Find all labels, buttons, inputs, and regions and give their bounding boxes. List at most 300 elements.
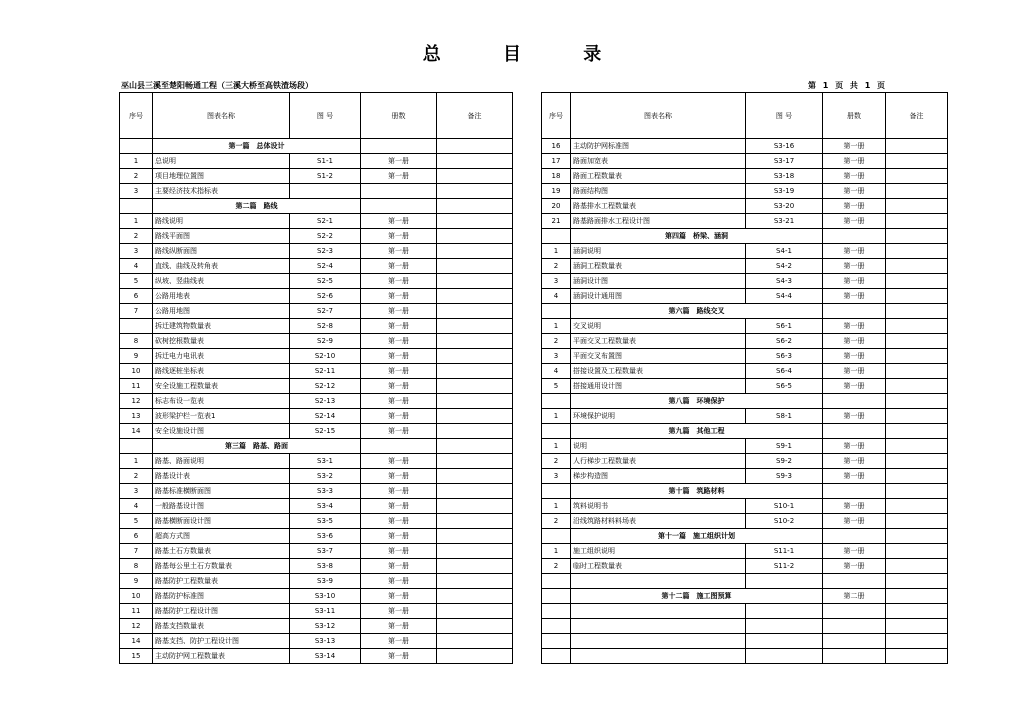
header-no: 序号 bbox=[120, 93, 153, 139]
row-no bbox=[542, 634, 571, 649]
row-no: 2 bbox=[542, 559, 571, 574]
row-code: S3-20 bbox=[746, 199, 823, 214]
row-vol bbox=[361, 439, 437, 454]
row-vol bbox=[823, 394, 886, 409]
row-code: S3-14 bbox=[290, 649, 361, 664]
row-name: 主动防护网标准图 bbox=[571, 139, 746, 154]
row-note bbox=[437, 214, 513, 229]
row-name: 梯步构造图 bbox=[571, 469, 746, 484]
row-vol: 第一册 bbox=[823, 364, 886, 379]
row-name: 路基土石方数量表 bbox=[153, 544, 290, 559]
row-no: 9 bbox=[120, 574, 153, 589]
row-note bbox=[437, 649, 513, 664]
row-name: 施工组织说明 bbox=[571, 544, 746, 559]
row-no: 3 bbox=[542, 274, 571, 289]
row-name: 路线说明 bbox=[153, 214, 290, 229]
row-no: 19 bbox=[542, 184, 571, 199]
table-row bbox=[120, 319, 513, 334]
table-row bbox=[542, 439, 948, 454]
table-row bbox=[120, 154, 513, 169]
row-code bbox=[746, 619, 823, 634]
row-code: S2-5 bbox=[290, 274, 361, 289]
row-name: 搭接设置及工程数量表 bbox=[571, 364, 746, 379]
row-note bbox=[886, 439, 948, 454]
table-row bbox=[542, 214, 948, 229]
row-no bbox=[120, 199, 153, 214]
row-vol: 第一册 bbox=[361, 244, 437, 259]
row-name: 公路用地图 bbox=[153, 304, 290, 319]
row-no: 11 bbox=[120, 379, 153, 394]
row-vol: 第一册 bbox=[823, 274, 886, 289]
row-vol: 第一册 bbox=[361, 229, 437, 244]
row-note bbox=[437, 514, 513, 529]
row-note bbox=[886, 454, 948, 469]
row-no: 5 bbox=[542, 379, 571, 394]
row-vol: 第一册 bbox=[823, 214, 886, 229]
row-code: S2-13 bbox=[290, 394, 361, 409]
row-name: 路面工程数量表 bbox=[571, 169, 746, 184]
table-row bbox=[542, 154, 948, 169]
section-title: 第十一篇 施工组织计划 bbox=[571, 529, 823, 544]
row-no: 11 bbox=[120, 604, 153, 619]
row-note bbox=[886, 139, 948, 154]
row-note bbox=[437, 199, 513, 214]
row-vol bbox=[823, 619, 886, 634]
row-name: 路基排水工程数量表 bbox=[571, 199, 746, 214]
row-note bbox=[886, 469, 948, 484]
row-code: S4-3 bbox=[746, 274, 823, 289]
title-char: 录 bbox=[583, 44, 602, 65]
row-name: 涵洞设计通用图 bbox=[571, 289, 746, 304]
row-code: S3-8 bbox=[290, 559, 361, 574]
table-row bbox=[542, 544, 948, 559]
row-name: 路基防护标准图 bbox=[153, 589, 290, 604]
section-row bbox=[120, 139, 513, 154]
row-note bbox=[437, 409, 513, 424]
table-row bbox=[120, 574, 513, 589]
row-vol: 第一册 bbox=[823, 289, 886, 304]
row-code: S3-21 bbox=[746, 214, 823, 229]
row-vol: 第一册 bbox=[361, 379, 437, 394]
table-row bbox=[120, 304, 513, 319]
table-row bbox=[542, 574, 948, 589]
row-no: 4 bbox=[120, 259, 153, 274]
row-vol: 第一册 bbox=[361, 334, 437, 349]
row-name: 路基设计表 bbox=[153, 469, 290, 484]
row-no: 21 bbox=[542, 214, 571, 229]
row-note bbox=[886, 379, 948, 394]
row-note bbox=[437, 379, 513, 394]
table-row bbox=[542, 649, 948, 664]
table-row bbox=[542, 289, 948, 304]
row-note bbox=[886, 274, 948, 289]
table-row bbox=[120, 184, 513, 199]
row-no: 5 bbox=[120, 274, 153, 289]
row-no: 16 bbox=[542, 139, 571, 154]
table-row bbox=[542, 334, 948, 349]
row-note bbox=[437, 424, 513, 439]
table-row bbox=[542, 409, 948, 424]
table-row bbox=[542, 199, 948, 214]
row-note bbox=[886, 334, 948, 349]
row-no: 2 bbox=[542, 514, 571, 529]
row-note bbox=[437, 139, 513, 154]
row-no bbox=[542, 574, 571, 589]
row-note bbox=[886, 544, 948, 559]
row-note bbox=[437, 364, 513, 379]
row-no: 2 bbox=[120, 169, 153, 184]
row-note bbox=[886, 364, 948, 379]
row-no: 1 bbox=[120, 214, 153, 229]
row-code: S2-3 bbox=[290, 244, 361, 259]
row-code: S3-2 bbox=[290, 469, 361, 484]
row-vol: 第一册 bbox=[361, 649, 437, 664]
header-note: 备注 bbox=[437, 93, 513, 139]
row-vol: 第一册 bbox=[361, 409, 437, 424]
row-no bbox=[542, 619, 571, 634]
row-code: S2-11 bbox=[290, 364, 361, 379]
row-vol: 第一册 bbox=[361, 589, 437, 604]
row-note bbox=[437, 274, 513, 289]
row-no: 3 bbox=[120, 244, 153, 259]
section-title: 第十二篇 施工图预算 bbox=[571, 589, 823, 604]
row-note bbox=[437, 349, 513, 364]
row-vol: 第一册 bbox=[823, 439, 886, 454]
row-no: 1 bbox=[542, 544, 571, 559]
row-vol: 第一册 bbox=[361, 484, 437, 499]
row-no bbox=[120, 439, 153, 454]
row-no: 10 bbox=[120, 589, 153, 604]
row-no: 7 bbox=[120, 304, 153, 319]
table-row bbox=[120, 619, 513, 634]
row-name: 涵洞说明 bbox=[571, 244, 746, 259]
table-row bbox=[542, 319, 948, 334]
table-row bbox=[120, 514, 513, 529]
row-no: 6 bbox=[120, 289, 153, 304]
row-name: 砍树挖根数量表 bbox=[153, 334, 290, 349]
table-row bbox=[542, 619, 948, 634]
table-row bbox=[120, 394, 513, 409]
row-no: 5 bbox=[120, 514, 153, 529]
table-row bbox=[542, 379, 948, 394]
table-row bbox=[542, 559, 948, 574]
row-vol bbox=[361, 139, 437, 154]
row-note bbox=[437, 559, 513, 574]
row-note bbox=[886, 589, 948, 604]
row-vol: 第一册 bbox=[823, 334, 886, 349]
row-vol: 第一册 bbox=[823, 499, 886, 514]
section-title: 第一篇 总体设计 bbox=[153, 139, 361, 154]
row-no: 18 bbox=[542, 169, 571, 184]
row-no bbox=[120, 139, 153, 154]
row-no bbox=[542, 304, 571, 319]
row-name bbox=[571, 619, 746, 634]
row-name: 路基支挡、防护工程设计图 bbox=[153, 634, 290, 649]
row-code bbox=[746, 634, 823, 649]
directory-table-right bbox=[541, 92, 948, 664]
row-code: S2-15 bbox=[290, 424, 361, 439]
row-code: S6-4 bbox=[746, 364, 823, 379]
row-code: S11-2 bbox=[746, 559, 823, 574]
row-note bbox=[437, 484, 513, 499]
row-name: 拆迁建筑物数量表 bbox=[153, 319, 290, 334]
table-row bbox=[542, 364, 948, 379]
row-name: 路基防护工程数量表 bbox=[153, 574, 290, 589]
title-char: 目 bbox=[503, 44, 521, 65]
row-name: 纵坡、竖曲线表 bbox=[153, 274, 290, 289]
row-code: S11-1 bbox=[746, 544, 823, 559]
row-no: 20 bbox=[542, 199, 571, 214]
section-title: 第六篇 路线交叉 bbox=[571, 304, 823, 319]
row-vol: 第一册 bbox=[361, 604, 437, 619]
row-no: 1 bbox=[542, 409, 571, 424]
row-no: 1 bbox=[542, 319, 571, 334]
row-code: S4-2 bbox=[746, 259, 823, 274]
row-no: 2 bbox=[542, 259, 571, 274]
row-vol: 第一册 bbox=[361, 544, 437, 559]
row-vol: 第一册 bbox=[823, 244, 886, 259]
row-code: S2-2 bbox=[290, 229, 361, 244]
row-vol: 第一册 bbox=[361, 499, 437, 514]
row-vol bbox=[823, 649, 886, 664]
row-name: 搭接通用设计图 bbox=[571, 379, 746, 394]
row-note bbox=[886, 514, 948, 529]
row-note bbox=[886, 634, 948, 649]
directory-table-left bbox=[119, 92, 513, 664]
row-code: S4-1 bbox=[746, 244, 823, 259]
row-name: 总说明 bbox=[153, 154, 290, 169]
table-row bbox=[120, 649, 513, 664]
row-note bbox=[437, 529, 513, 544]
row-no: 1 bbox=[542, 244, 571, 259]
row-no: 7 bbox=[120, 544, 153, 559]
row-vol: 第一册 bbox=[361, 154, 437, 169]
row-vol: 第一册 bbox=[823, 349, 886, 364]
row-code: S3-7 bbox=[290, 544, 361, 559]
row-no bbox=[120, 319, 153, 334]
table-row bbox=[120, 244, 513, 259]
row-name: 路基每公里土石方数量表 bbox=[153, 559, 290, 574]
table-row bbox=[120, 544, 513, 559]
row-name: 路线纵断面图 bbox=[153, 244, 290, 259]
row-code: S2-9 bbox=[290, 334, 361, 349]
row-vol: 第一册 bbox=[361, 454, 437, 469]
row-note bbox=[437, 259, 513, 274]
row-vol: 第一册 bbox=[361, 349, 437, 364]
row-no: 1 bbox=[120, 154, 153, 169]
row-name bbox=[571, 649, 746, 664]
row-name: 安全设施工程数量表 bbox=[153, 379, 290, 394]
row-name: 人行梯步工程数量表 bbox=[571, 454, 746, 469]
row-no: 14 bbox=[120, 634, 153, 649]
row-no bbox=[542, 229, 571, 244]
section-title: 第八篇 环境保护 bbox=[571, 394, 823, 409]
row-vol: 第一册 bbox=[823, 259, 886, 274]
row-note bbox=[437, 289, 513, 304]
row-note bbox=[886, 184, 948, 199]
row-code bbox=[746, 604, 823, 619]
row-name: 标志布设一览表 bbox=[153, 394, 290, 409]
row-name: 平面交叉工程数量表 bbox=[571, 334, 746, 349]
header-code: 图 号 bbox=[746, 93, 823, 139]
row-vol: 第一册 bbox=[823, 319, 886, 334]
row-code: S2-10 bbox=[290, 349, 361, 364]
table-row bbox=[120, 559, 513, 574]
row-name: 主动防护网工程数量表 bbox=[153, 649, 290, 664]
header-vol: 册数 bbox=[361, 93, 437, 139]
table-row bbox=[120, 229, 513, 244]
row-name: 路基防护工程设计图 bbox=[153, 604, 290, 619]
section-title: 第十篇 筑路材料 bbox=[571, 484, 823, 499]
table-row bbox=[542, 259, 948, 274]
row-vol: 第一册 bbox=[823, 139, 886, 154]
row-name: 路面加宽表 bbox=[571, 154, 746, 169]
row-vol: 第一册 bbox=[823, 184, 886, 199]
row-name: 安全设施设计图 bbox=[153, 424, 290, 439]
row-no bbox=[542, 589, 571, 604]
row-no bbox=[542, 604, 571, 619]
row-no bbox=[542, 484, 571, 499]
row-note bbox=[886, 394, 948, 409]
table-row bbox=[120, 529, 513, 544]
row-note bbox=[437, 394, 513, 409]
row-no bbox=[542, 424, 571, 439]
row-code: S1-1 bbox=[290, 154, 361, 169]
table-row bbox=[120, 349, 513, 364]
table-row bbox=[542, 454, 948, 469]
row-vol: 第一册 bbox=[823, 199, 886, 214]
row-name bbox=[571, 574, 746, 589]
row-code: S2-4 bbox=[290, 259, 361, 274]
row-vol: 第一册 bbox=[361, 469, 437, 484]
row-code: S2-14 bbox=[290, 409, 361, 424]
row-note bbox=[886, 199, 948, 214]
row-name: 路线平面图 bbox=[153, 229, 290, 244]
table-row bbox=[542, 244, 948, 259]
row-note bbox=[886, 229, 948, 244]
row-name: 路基横断面设计图 bbox=[153, 514, 290, 529]
table-row bbox=[120, 289, 513, 304]
row-code: S2-1 bbox=[290, 214, 361, 229]
section-row bbox=[542, 394, 948, 409]
row-vol: 第一册 bbox=[361, 574, 437, 589]
page-info: 第 1 页 共 1 页 bbox=[808, 81, 886, 90]
row-vol: 第一册 bbox=[361, 169, 437, 184]
row-note bbox=[886, 154, 948, 169]
row-note bbox=[886, 259, 948, 274]
section-row bbox=[120, 199, 513, 214]
row-code: S3-4 bbox=[290, 499, 361, 514]
row-vol bbox=[823, 484, 886, 499]
row-code bbox=[290, 184, 361, 199]
row-note bbox=[437, 469, 513, 484]
row-code: S3-9 bbox=[290, 574, 361, 589]
row-note bbox=[886, 409, 948, 424]
row-code: S9-3 bbox=[746, 469, 823, 484]
row-vol: 第一册 bbox=[361, 559, 437, 574]
row-code: S2-8 bbox=[290, 319, 361, 334]
row-code: S3-6 bbox=[290, 529, 361, 544]
header-row bbox=[120, 93, 513, 139]
row-name: 路基标准横断面图 bbox=[153, 484, 290, 499]
row-code: S4-4 bbox=[746, 289, 823, 304]
row-vol: 第一册 bbox=[823, 379, 886, 394]
row-no: 17 bbox=[542, 154, 571, 169]
row-code: S3-13 bbox=[290, 634, 361, 649]
row-vol: 第一册 bbox=[361, 319, 437, 334]
row-name: 波形梁护栏一览表1 bbox=[153, 409, 290, 424]
row-no: 12 bbox=[120, 619, 153, 634]
table-row bbox=[120, 634, 513, 649]
row-code: S3-10 bbox=[290, 589, 361, 604]
row-code: S6-5 bbox=[746, 379, 823, 394]
table-row bbox=[120, 409, 513, 424]
row-no: 14 bbox=[120, 424, 153, 439]
row-no: 1 bbox=[120, 454, 153, 469]
row-vol: 第一册 bbox=[823, 454, 886, 469]
table-row bbox=[542, 349, 948, 364]
row-vol: 第一册 bbox=[823, 409, 886, 424]
row-note bbox=[437, 589, 513, 604]
table-row bbox=[120, 274, 513, 289]
row-name: 平面交叉布置图 bbox=[571, 349, 746, 364]
row-code: S2-6 bbox=[290, 289, 361, 304]
table-row bbox=[120, 499, 513, 514]
row-code: S3-17 bbox=[746, 154, 823, 169]
row-note bbox=[437, 604, 513, 619]
table-row bbox=[120, 469, 513, 484]
row-code: S9-2 bbox=[746, 454, 823, 469]
table-row bbox=[542, 169, 948, 184]
section-row bbox=[542, 529, 948, 544]
row-vol bbox=[823, 529, 886, 544]
row-note bbox=[437, 634, 513, 649]
row-name: 说明 bbox=[571, 439, 746, 454]
section-row bbox=[542, 304, 948, 319]
row-no: 3 bbox=[120, 184, 153, 199]
row-code: S3-3 bbox=[290, 484, 361, 499]
row-vol: 第一册 bbox=[361, 529, 437, 544]
row-code: S10-2 bbox=[746, 514, 823, 529]
row-note bbox=[437, 454, 513, 469]
row-note bbox=[886, 619, 948, 634]
row-no: 4 bbox=[120, 499, 153, 514]
table-row bbox=[542, 604, 948, 619]
row-vol: 第一册 bbox=[361, 304, 437, 319]
row-vol bbox=[823, 304, 886, 319]
section-row bbox=[542, 229, 948, 244]
row-code bbox=[746, 574, 823, 589]
row-code: S9-1 bbox=[746, 439, 823, 454]
row-vol: 第二册 bbox=[823, 589, 886, 604]
row-code: S3-5 bbox=[290, 514, 361, 529]
row-vol: 第一册 bbox=[823, 544, 886, 559]
row-name: 涵洞设计图 bbox=[571, 274, 746, 289]
row-name: 路基支挡数量表 bbox=[153, 619, 290, 634]
row-vol: 第一册 bbox=[823, 514, 886, 529]
row-no bbox=[542, 649, 571, 664]
section-row bbox=[542, 589, 948, 604]
section-title: 第三篇 路基、路面 bbox=[153, 439, 361, 454]
row-note bbox=[437, 544, 513, 559]
table-row bbox=[120, 604, 513, 619]
row-no: 2 bbox=[120, 469, 153, 484]
row-vol bbox=[823, 574, 886, 589]
row-vol: 第一册 bbox=[361, 619, 437, 634]
table-row bbox=[120, 484, 513, 499]
header-name: 图表名称 bbox=[571, 93, 746, 139]
row-name: 临时工程数量表 bbox=[571, 559, 746, 574]
